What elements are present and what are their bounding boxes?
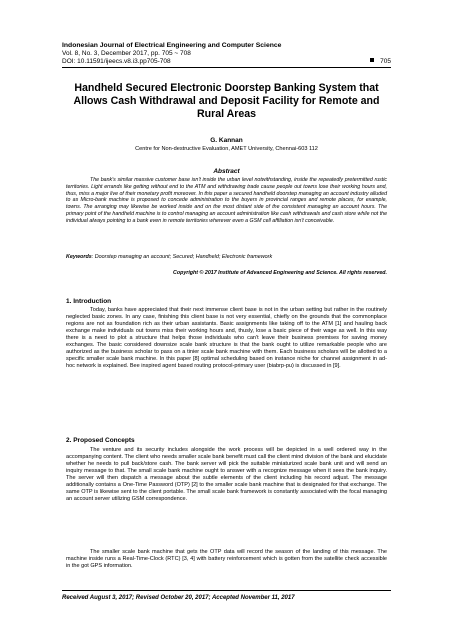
- paper-title: Handheld Secured Electronic Doorstep Banking System that Allows Cash Withdrawal and Deposit Facility for Remote and Rural Areas: [73, 82, 380, 120]
- page-number-text: 705: [380, 58, 391, 65]
- keywords-text: : Doorstep managing an account; Secured; Handheld; Electronic framework: [91, 254, 273, 260]
- journal-name: Indonesian Journal of Electrical Engineering and Computer Science: [62, 42, 282, 49]
- received-dates: Received August 3, 2017; Revised October 20, 2017; Accepted November 11, 2017: [62, 595, 295, 601]
- abstract-text: The bank's similar massive customer base isn't inside the urban level notwithstanding, inside the repeatedly pretermitted rustic territories. Light errands like getting without end to the ATM and withdrawing trade cause people out towns lose their working hours and, thus, miss a major live of their monetary profit moreover. In this paper a secured handheld doorstep managing an account industry alluded to as Micro-bank machine is proposed to concede administration to the buyers in provincial ranges and remote places, for example, towns. The arranging may likewise be worked inside and on the most distant side of the consistent managing an account hours. The primary point of the handheld machine is to control managing an account administration like cash withdrawals and cash store while not the individual always pointing to a bank even in remote territories wherever even a GSM cell affiliation isn't conceivable.: [66, 177, 388, 224]
- keywords-label: Keywords: [66, 254, 92, 260]
- footer-rule: [62, 590, 391, 591]
- header-rule: [62, 67, 391, 68]
- keywords: [66, 254, 387, 260]
- section-heading-introduction: 1. Introduction: [66, 298, 112, 305]
- page-number: [370, 58, 391, 65]
- introduction-paragraph: Today, banks have appreciated that their next immense client base is not in the urban setting but rather in the routinely neglected basic zones. In any case, finishing this client base is not very essential, chiefly on the grounds that the commonplace regions are not as foundation rich as their urban assistants. Basic assignments like taking off to the ATM [1] and hauling back exchange make individuals out towns miss their working hours and, thusly, lose a basic piece of their wage as well. In this way there is a need to plot a structure that helps those individuals who can't leave their business premises for saving money exchanges. The basic considered downsize scale bank structure is that the bank ought to utilize remarkable people who are authorized as the business scholar to pass on a tinier scale bank machine with them. Each business scholars will be allotted to a specific smaller scale bank machine. In this paper [8] optimal scheduling based on instance niche for channel assignment in ad-hoc network is explained. Bee inspired agent based routing protocol-primary user (biabrp-pu) is discussed in [9].: [66, 307, 387, 370]
- copyright-notice: Copyright © 2017 Institute of Advanced Engineering and Science. All rights reserved.: [173, 270, 387, 276]
- journal-header: [62, 42, 392, 66]
- abstract-heading: Abstract: [213, 168, 240, 175]
- author-name: G. Kannan: [210, 137, 243, 144]
- proposed-concepts-paragraph-2: The smaller scale bank machine that gets the OTP data will record the season of the landing of this message. The machine inside runs a Real-Time-Clock (RTC) [3, 4] with battery reinforcement which is gotten from the satellite check accessible in the got GPS information.: [66, 549, 387, 570]
- journal-doi: DOI: 10.11591/ijeecs.v8.i3.pp705-708: [62, 58, 171, 65]
- author-affiliation: Centre for Non-destructive Evaluation, AMET University, Chennai-603 112: [135, 146, 318, 152]
- square-bullet-icon: [370, 58, 374, 62]
- section-heading-proposed-concepts: 2. Proposed Concepts: [66, 437, 135, 444]
- journal-volume: Vol. 8, No. 3, December 2017, pp. 705 ~ 708: [62, 50, 191, 57]
- proposed-concepts-paragraph-1: The venture and its security includes alongside the work process will be depicted in a well ordered way in the accompanying content. The client who needs smaller scale bank benefit must call the client mind division of the bank and elucidate whether he needs to pull back/store cash. The bank server will pick the suitable miniaturized scale bank unit and will send an inquiry message to that. The small scale bank machine ought to answer with a recognize message when it sees the bank inquiry. The server will then dispatch a message about the subtle elements of the client including his record adjust. The message additionally contains a One-Time Password (OTP) [2] to the smaller scale bank machine that is designated for that exchange. The same OTP is likewise sent to the client portable. The small scale bank framework is constantly associated with the focal managing an account server utilizing GSM correspondence.: [66, 447, 387, 503]
